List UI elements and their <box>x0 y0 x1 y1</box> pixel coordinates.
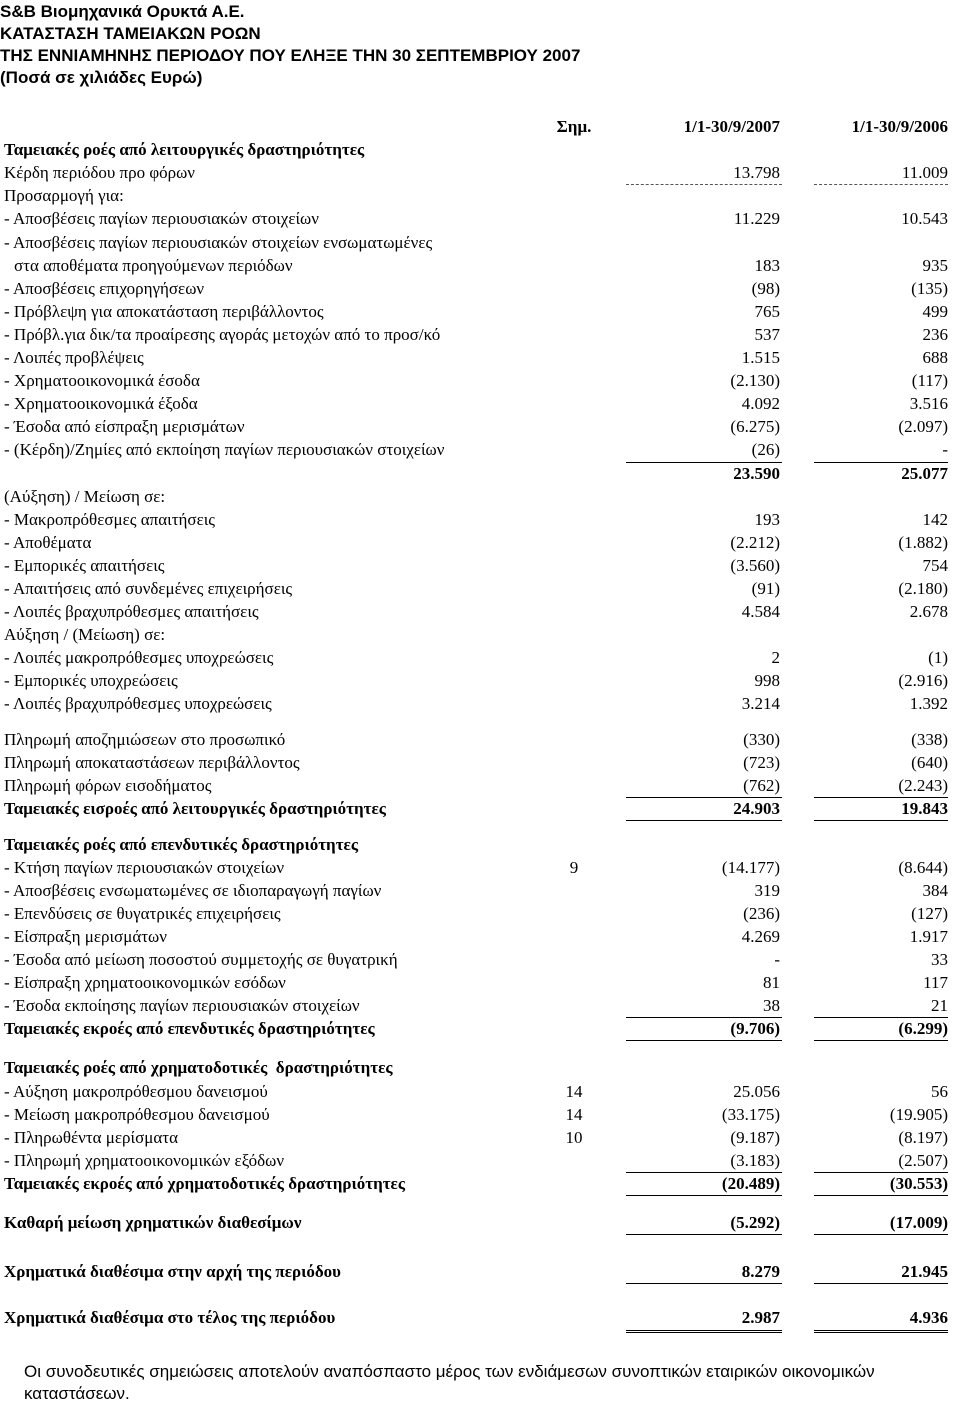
table-row: - Είσπραξη μερισμάτων 4.269 1.917 <box>4 927 948 946</box>
opening-cash-row: Χρηματικά διαθέσιμα στην αρχή της περιόδου 8.279 21.945 <box>4 1262 948 1281</box>
table-row: - Πληρωθέντα μερίσματα 10 (9.187) (8.197) <box>4 1128 948 1147</box>
table-row: - (Κέρδη)/Ζημίες από εκποίηση παγίων περιουσιακών στοιχείων (26) - <box>4 440 948 459</box>
divider <box>814 1040 948 1041</box>
table-row: - Πληρωμή χρηματοοικονομικών εξόδων (3.183) (2.507) <box>4 1151 948 1170</box>
total-row-operating: Ταμειακές εισροές από λειτουργικές δραστηριότητες 24.903 19.843 <box>4 799 948 818</box>
table-row: Πληρωμή φόρων εισοδήματος (762) (2.243) <box>4 776 948 795</box>
divider <box>814 1234 948 1235</box>
column-header-note: Σημ. <box>556 117 592 136</box>
section-heading-operating: Ταμειακές ροές από λειτουργικές δραστηριότητες <box>4 140 365 159</box>
section-heading-financing: Ταμειακές ροές από χρηματοδοτικές δραστηριότητες <box>4 1058 393 1077</box>
table-row: - Εμπορικές υποχρεώσεις 998 (2.916) <box>4 671 948 690</box>
table-row: Πληρωμή αποκαταστάσεων περιβάλλοντος (723) (640) <box>4 753 948 772</box>
table-row: - Λοιπές βραχυπρόθεσμες υποχρεώσεις 3.214 1.392 <box>4 694 948 713</box>
divider <box>814 820 948 821</box>
table-row: - Έσοδα από μείωση ποσοστού συμμετοχής σε θυγατρική - 33 <box>4 950 948 969</box>
table-row: - Χρηματοοικονομικά έσοδα (2.130) (117) <box>4 371 948 390</box>
table-row: Αύξηση / (Μείωση) σε: <box>4 625 166 644</box>
section-heading-investing: Ταμειακές ροές από επενδυτικές δραστηριότητες <box>4 835 358 854</box>
double-underline <box>814 1330 948 1333</box>
table-row: - Χρηματοοικονομικά έξοδα 4.092 3.516 <box>4 394 948 413</box>
table-row: - Κτήση παγίων περιουσιακών στοιχείων 9 (14.177) (8.644) <box>4 858 948 877</box>
table-row: - Είσπραξη χρηματοοικονομικών εσόδων 81 117 <box>4 973 948 992</box>
company-name: S&B Βιομηχανικά Ορυκτά Α.Ε. <box>0 2 245 21</box>
subtotal-row: 23.590 25.077 <box>733 464 948 483</box>
table-row: - Πρόβλεψη για αποκατάσταση περιβάλλοντος 765 499 <box>4 302 948 321</box>
closing-cash-row: Χρηματικά διαθέσιμα στο τέλος της περιόδου 2.987 4.936 <box>4 1308 948 1327</box>
statement-period: ΤΗΣ ΕΝΝΙΑΜΗΝΗΣ ΠΕΡΙΟΔΟΥ ΠΟΥ ΕΛΗΞΕ ΤΗΝ 30 ΣΕΠΤΕΜΒΡΙΟΥ 2007 <box>0 46 581 65</box>
table-row: - Έσοδα από είσπραξη μερισμάτων (6.275) (2.097) <box>4 417 948 436</box>
divider <box>626 1195 782 1196</box>
table-row: - Πρόβλ.για δικ/τα προαίρεσης αγοράς μετοχών από το προσ/κό 537 236 <box>4 325 948 344</box>
table-row: Κέρδη περιόδου προ φόρων 13.798 11.009 <box>4 163 948 182</box>
statement-title: ΚΑΤΑΣΤΑΣΗ ΤΑΜΕΙΑΚΩΝ ΡΟΩΝ <box>0 24 261 43</box>
column-header-prior: 1/1-30/9/2006 <box>851 117 948 136</box>
table-row: - Αύξηση μακροπρόθεσμου δανεισμού 14 25.056 56 <box>4 1082 948 1101</box>
table-row: - Αποσβέσεις παγίων περιουσιακών στοιχείων ενσωματωμένες <box>4 233 433 252</box>
table-row: - Μείωση μακροπρόθεσμου δανεισμού 14 (33.175) (19.905) <box>4 1105 948 1124</box>
column-header-current: 1/1-30/9/2007 <box>683 117 780 136</box>
divider <box>626 1283 782 1284</box>
double-underline <box>626 1330 782 1333</box>
table-row: - Εμπορικές απαιτήσεις (3.560) 754 <box>4 556 948 575</box>
divider <box>626 1040 782 1041</box>
amount-units: (Ποσά σε χιλιάδες Ευρώ) <box>0 68 203 87</box>
divider <box>814 1283 948 1284</box>
table-row: - Λοιπές βραχυπρόθεσμες απαιτήσεις 4.584 2.678 <box>4 602 948 621</box>
table-row: - Λοιπές μακροπρόθεσμες υποχρεώσεις 2 (1) <box>4 648 948 667</box>
table-row: Προσαρμογή για: <box>4 186 124 205</box>
total-row-financing: Ταμειακές εκροές από χρηματοδοτικές δραστηριότητες (20.489) (30.553) <box>4 1174 948 1193</box>
table-row: - Αποσβέσεις ενσωματωμένες σε ιδιοπαραγωγή παγίων 319 384 <box>4 881 948 900</box>
divider <box>626 1234 782 1235</box>
divider <box>814 1195 948 1196</box>
column-header-row <box>0 116 960 138</box>
table-row: (Αύξηση) / Μείωση σε: <box>4 487 166 506</box>
table-row: - Αποθέματα (2.212) (1.882) <box>4 533 948 552</box>
total-row-investing: Ταμειακές εκροές από επενδυτικές δραστηριότητες (9.706) (6.299) <box>4 1019 948 1038</box>
table-row: - Μακροπρόθεσμες απαιτήσεις 193 142 <box>4 510 948 529</box>
table-row: - Λοιπές προβλέψεις 1.515 688 <box>4 348 948 367</box>
table-row: - Έσοδα εκποίησης παγίων περιουσιακών στοιχείων 38 21 <box>4 996 948 1015</box>
table-row: - Επενδύσεις σε θυγατρικές επιχειρήσεις (236) (127) <box>4 904 948 923</box>
footer-note: Οι συνοδευτικές σημειώσεις αποτελούν αναπόσπαστο μέρος των ενδιάμεσων συνοπτικών εταιρικών οικονομικών καταστάσεων. <box>24 1362 875 1403</box>
divider <box>626 820 782 821</box>
table-row: - Αποσβέσεις επιχορηγήσεων (98) (135) <box>4 279 948 298</box>
table-row: - Αποσβέσεις παγίων περιουσιακών στοιχείων 11.229 10.543 <box>4 209 948 228</box>
net-decrease-row: Καθαρή μείωση χρηματικών διαθεσίμων (5.292) (17.009) <box>4 1213 948 1232</box>
table-row: στα αποθέματα προηγούμενων περιόδων 183 935 <box>14 256 948 275</box>
table-row: Πληρωμή αποζημιώσεων στο προσωπικό (330) (338) <box>4 730 948 749</box>
table-row: - Απαιτήσεις από συνδεμένες επιχειρήσεις (91) (2.180) <box>4 579 948 598</box>
